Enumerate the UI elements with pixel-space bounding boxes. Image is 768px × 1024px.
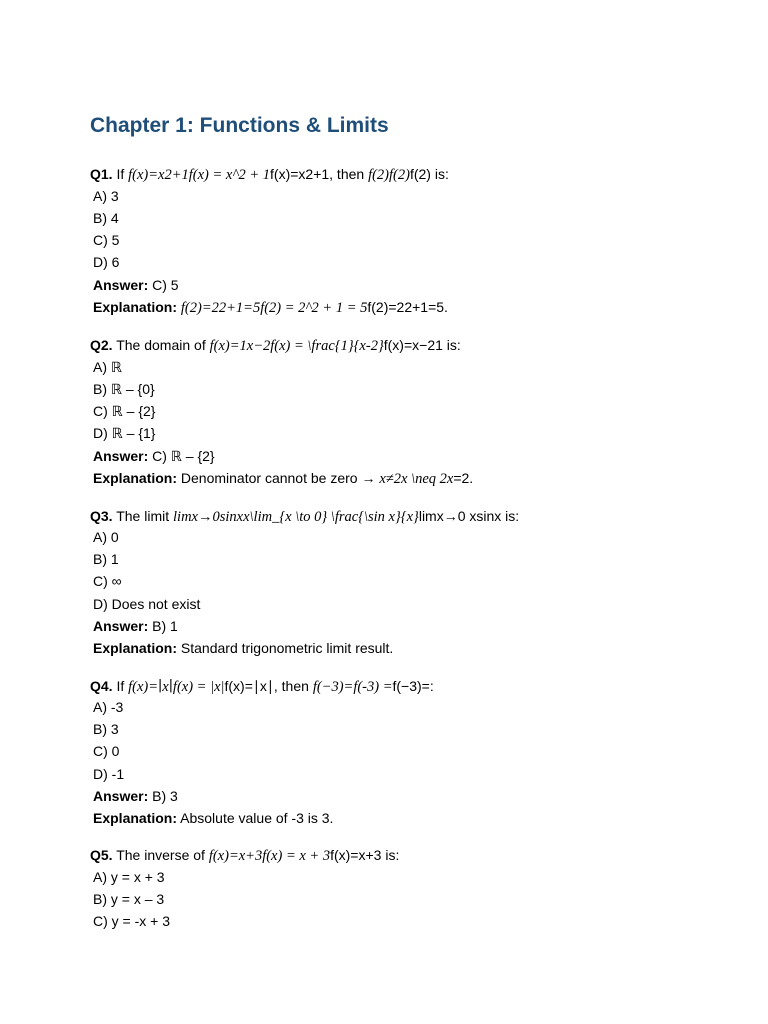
- question-text: If: [116, 678, 125, 694]
- question-1: [90, 165, 449, 184]
- option: B) 4: [93, 210, 119, 226]
- question-text: f(x)=x−21 is:: [383, 337, 461, 353]
- option: D) -1: [93, 766, 125, 782]
- answer-label: Answer:: [93, 448, 149, 464]
- option: A) y = x + 3: [93, 869, 165, 885]
- question-number: Q3.: [90, 508, 113, 524]
- math-expression: f(2)f(2): [368, 167, 410, 183]
- math-expression: lim⁡x→0sin⁡xx\lim_{x \to 0} \frac{\sin x}{x}: [173, 509, 419, 525]
- option: A) ℝ: [93, 359, 122, 375]
- math-expression: f(−3)=f(-3) =: [312, 679, 393, 695]
- explanation-label: Explanation:: [93, 640, 178, 656]
- question-text: The limit: [116, 508, 170, 524]
- question-5: [90, 846, 399, 865]
- answer-value: C) ℝ – {2}: [152, 448, 215, 464]
- question-number: Q4.: [90, 678, 113, 694]
- option: B) ℝ – {0}: [93, 381, 155, 397]
- answer-label: Answer:: [93, 788, 149, 804]
- answer-line: [93, 787, 178, 805]
- answer-label: Answer:: [93, 618, 149, 634]
- question-text: limx→0 xsinx is:: [418, 508, 520, 524]
- option: C) y = -x + 3: [93, 913, 171, 929]
- explanation-text: f(2)=22+1=5.: [367, 299, 448, 315]
- option: C) ∞: [93, 573, 122, 589]
- option: D) ℝ – {1}: [93, 425, 156, 441]
- math-expression: f(x)=∣x∣f(x) = |x|: [128, 679, 225, 695]
- math-expression: f(2)=22+1=5f(2) = 2^2 + 1 = 5: [180, 300, 368, 316]
- option: A) 3: [93, 188, 119, 204]
- question-text: The domain of: [116, 337, 206, 353]
- answer-line: [93, 447, 215, 465]
- math-expression: f(x)=x2+1f(x) = x^2 + 1: [128, 167, 271, 183]
- option: D) Does not exist: [93, 596, 201, 612]
- answer-value: C) 5: [152, 277, 179, 293]
- chapter-title: Chapter 1: Functions & Limits: [90, 114, 389, 137]
- option: C) 5: [93, 232, 120, 248]
- question-text: f(2) is:: [409, 166, 449, 182]
- question-text: f(x)=x2+1, then: [270, 166, 365, 182]
- question-2: [90, 336, 461, 355]
- option: A) -3: [93, 699, 124, 715]
- question-text: The inverse of: [116, 847, 205, 863]
- explanation-label: Explanation:: [93, 470, 178, 486]
- answer-value: B) 1: [152, 618, 178, 634]
- option: B) 3: [93, 721, 119, 737]
- explanation-line: [93, 298, 448, 317]
- explanation-text: Standard trigonometric limit result.: [180, 640, 394, 656]
- math-expression: f(x)=x+3f(x) = x + 3: [208, 848, 331, 864]
- explanation-label: Explanation:: [93, 299, 178, 315]
- explanation-text: Absolute value of -3 is 3.: [180, 810, 334, 826]
- option: B) 1: [93, 551, 119, 567]
- question-text: If: [116, 166, 125, 182]
- question-text: f(−3)=:: [392, 678, 434, 694]
- explanation-text: =2.: [453, 470, 474, 486]
- question-text: f(x)=∣x∣, then: [224, 678, 309, 694]
- explanation-text: Denominator cannot be zero →: [180, 470, 376, 486]
- math-expression: f(x)=1x−2f(x) = \frac{1}{x-2}: [209, 338, 384, 354]
- answer-line: [93, 276, 179, 294]
- option: B) y = x – 3: [93, 891, 165, 907]
- explanation-label: Explanation:: [93, 810, 178, 826]
- answer-label: Answer:: [93, 277, 149, 293]
- explanation-line: [93, 809, 333, 827]
- answer-line: [93, 617, 178, 635]
- option: A) 0: [93, 529, 119, 545]
- math-expression: x≠2x \neq 2x: [379, 471, 454, 487]
- option: C) ℝ – {2}: [93, 403, 156, 419]
- question-number: Q2.: [90, 337, 113, 353]
- question-3: [90, 507, 519, 526]
- question-number: Q1.: [90, 166, 113, 182]
- option: D) 6: [93, 254, 120, 270]
- option: C) 0: [93, 743, 120, 759]
- answer-value: B) 3: [152, 788, 178, 804]
- explanation-line: [93, 469, 473, 488]
- question-text: f(x)=x+3 is:: [330, 847, 400, 863]
- question-4: [90, 677, 434, 696]
- question-number: Q5.: [90, 847, 113, 863]
- explanation-line: [93, 639, 393, 657]
